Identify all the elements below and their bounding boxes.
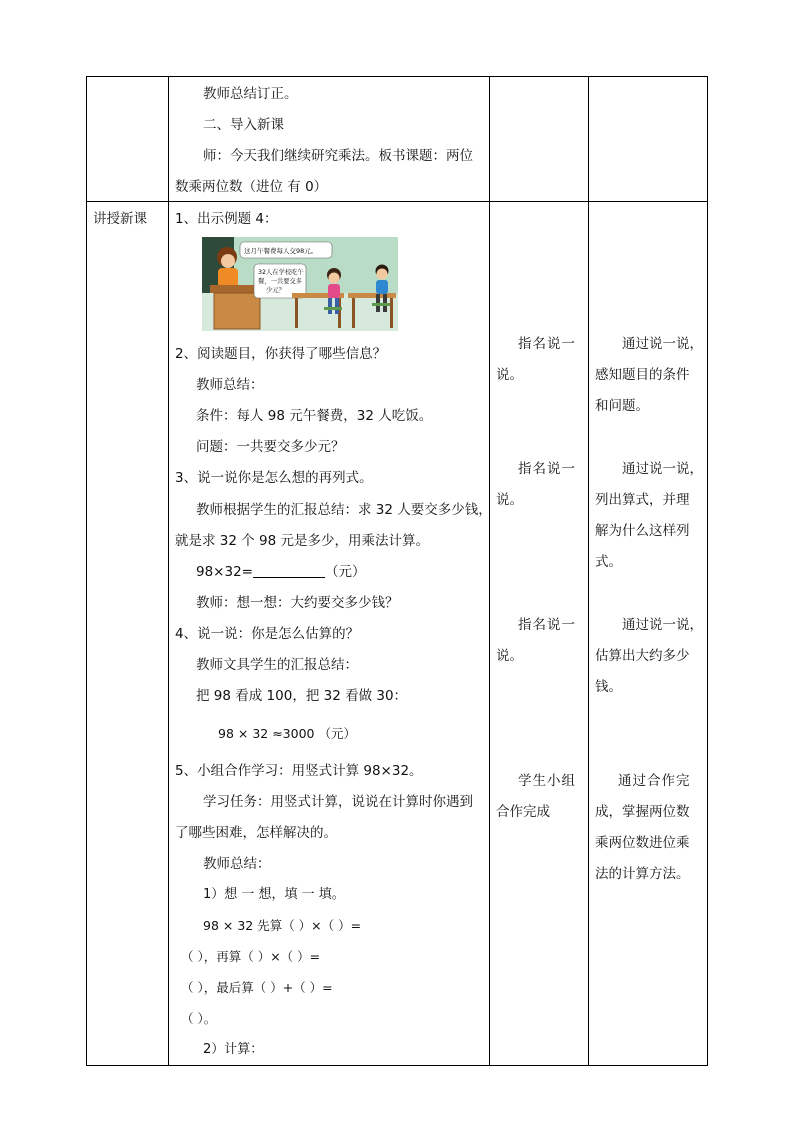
design-intent-4a: 通过合作完 xyxy=(618,773,691,789)
design-intent-1a: 通过说一说， xyxy=(622,336,703,352)
equation-expression: 98×32= xyxy=(196,564,253,580)
student-speech-line-1: 32人在学校吃午 xyxy=(258,269,304,276)
design-intent-2a: 通过说一说， xyxy=(622,461,703,477)
design-intent-2b: 列出算式，并理 xyxy=(595,492,690,508)
content-line: 教师总结： xyxy=(196,377,264,393)
content-line: 了哪些困难，怎样解决的。 xyxy=(175,825,337,841)
column-divider-3 xyxy=(588,76,589,1066)
student-activity-1b: 说。 xyxy=(496,367,523,383)
row1-line-4: 数乘两位数（进位 有 0） xyxy=(175,179,328,195)
design-intent-1b: 感知题目的条件 xyxy=(595,367,690,383)
fill-in-line: （ ），再算（ ）×（ ）= xyxy=(181,949,321,964)
content-line: 教师文具学生的汇报总结： xyxy=(196,657,358,673)
student-speech-line-3: 少元？ xyxy=(266,287,285,294)
table-top-border xyxy=(86,76,708,77)
row1-line-1: 教师总结订正。 xyxy=(203,86,298,102)
design-intent-3a: 通过说一说， xyxy=(622,617,703,633)
design-intent-3c: 钱。 xyxy=(595,679,622,695)
content-line: 问题：一共要交多少元？ xyxy=(196,439,345,455)
student-activity-1a: 指名说一 xyxy=(518,336,576,352)
table-left-border xyxy=(86,76,87,1066)
row1-line-2: 二、导入新课 xyxy=(203,117,284,133)
content-line: 条件：每人 98 元午餐费，32 人吃饭。 xyxy=(196,408,433,424)
student-activity-3a: 指名说一 xyxy=(518,617,576,633)
fill-in-line: 98 × 32 先算（ ）×（ ）= xyxy=(203,918,362,933)
row-divider xyxy=(86,201,708,202)
student-activity-2a: 指名说一 xyxy=(518,461,576,477)
design-intent-2c: 解为什么这样列 xyxy=(595,523,690,539)
fill-in-line: （ ），最后算（ ）+（ ）= xyxy=(181,980,333,995)
content-line: 教师总结： xyxy=(203,856,271,872)
content-line: 1、出示例题 4： xyxy=(175,211,278,227)
equation-unit: （元） xyxy=(324,564,366,580)
column-divider-2 xyxy=(489,76,490,1066)
section-label: 讲授新课 xyxy=(93,211,147,227)
row1-line-3: 师：今天我们继续研究乘法。板书课题：两位 xyxy=(203,148,473,164)
equation-line xyxy=(196,564,365,580)
estimate-line: 98 × 32 ≈3000 （元） xyxy=(218,726,356,741)
design-intent-4b: 成，掌握两位数 xyxy=(595,804,690,820)
content-line: 就是求 32 个 98 元是多少，用乘法计算。 xyxy=(175,533,430,549)
content-line: 教师根据学生的汇报总结：求 32 人要交多少钱， xyxy=(196,502,492,518)
content-line: 2、阅读题目，你获得了哪些信息？ xyxy=(175,346,387,362)
teacher-speech-text: 这月午餐费每人交98元。 xyxy=(244,247,318,255)
student-activity-2b: 说。 xyxy=(496,492,523,508)
fill-in-line: （ ）。 xyxy=(181,1011,217,1026)
content-line: 学习任务：用竖式计算，说说在计算时你遇到 xyxy=(203,794,473,810)
content-line: 1）想 一 想，填 一 填。 xyxy=(203,887,345,902)
student-activity-3b: 说。 xyxy=(496,648,523,664)
content-line: 把 98 看成 100，把 32 看做 30： xyxy=(196,688,408,704)
content-line: 教师：想一想：大约要交多少钱？ xyxy=(196,595,399,611)
design-intent-4d: 法的计算方法。 xyxy=(595,866,690,882)
table-right-border xyxy=(707,76,708,1066)
student-activity-4a: 学生小组 xyxy=(518,773,576,789)
column-divider-1 xyxy=(168,76,169,1066)
content-line: 3、说一说你是怎么想的再列式。 xyxy=(175,470,373,486)
table-bottom-border xyxy=(86,1065,708,1066)
answer-blank xyxy=(253,564,325,578)
design-intent-4c: 乘两位数进位乘 xyxy=(595,835,690,851)
design-intent-1c: 和问题。 xyxy=(595,398,649,414)
content-line: 5、小组合作学习：用竖式计算 98×32。 xyxy=(175,763,423,779)
content-line: 4、说一说：你是怎么估算的？ xyxy=(175,626,360,642)
student-speech-line-2: 餐，一共要交多 xyxy=(258,278,303,285)
student-activity-4b: 合作完成 xyxy=(496,804,550,820)
design-intent-3b: 估算出大约多少 xyxy=(595,648,690,664)
example-illustration xyxy=(202,237,398,331)
content-line: 2）计算： xyxy=(203,1042,264,1057)
design-intent-2d: 式。 xyxy=(595,554,622,570)
